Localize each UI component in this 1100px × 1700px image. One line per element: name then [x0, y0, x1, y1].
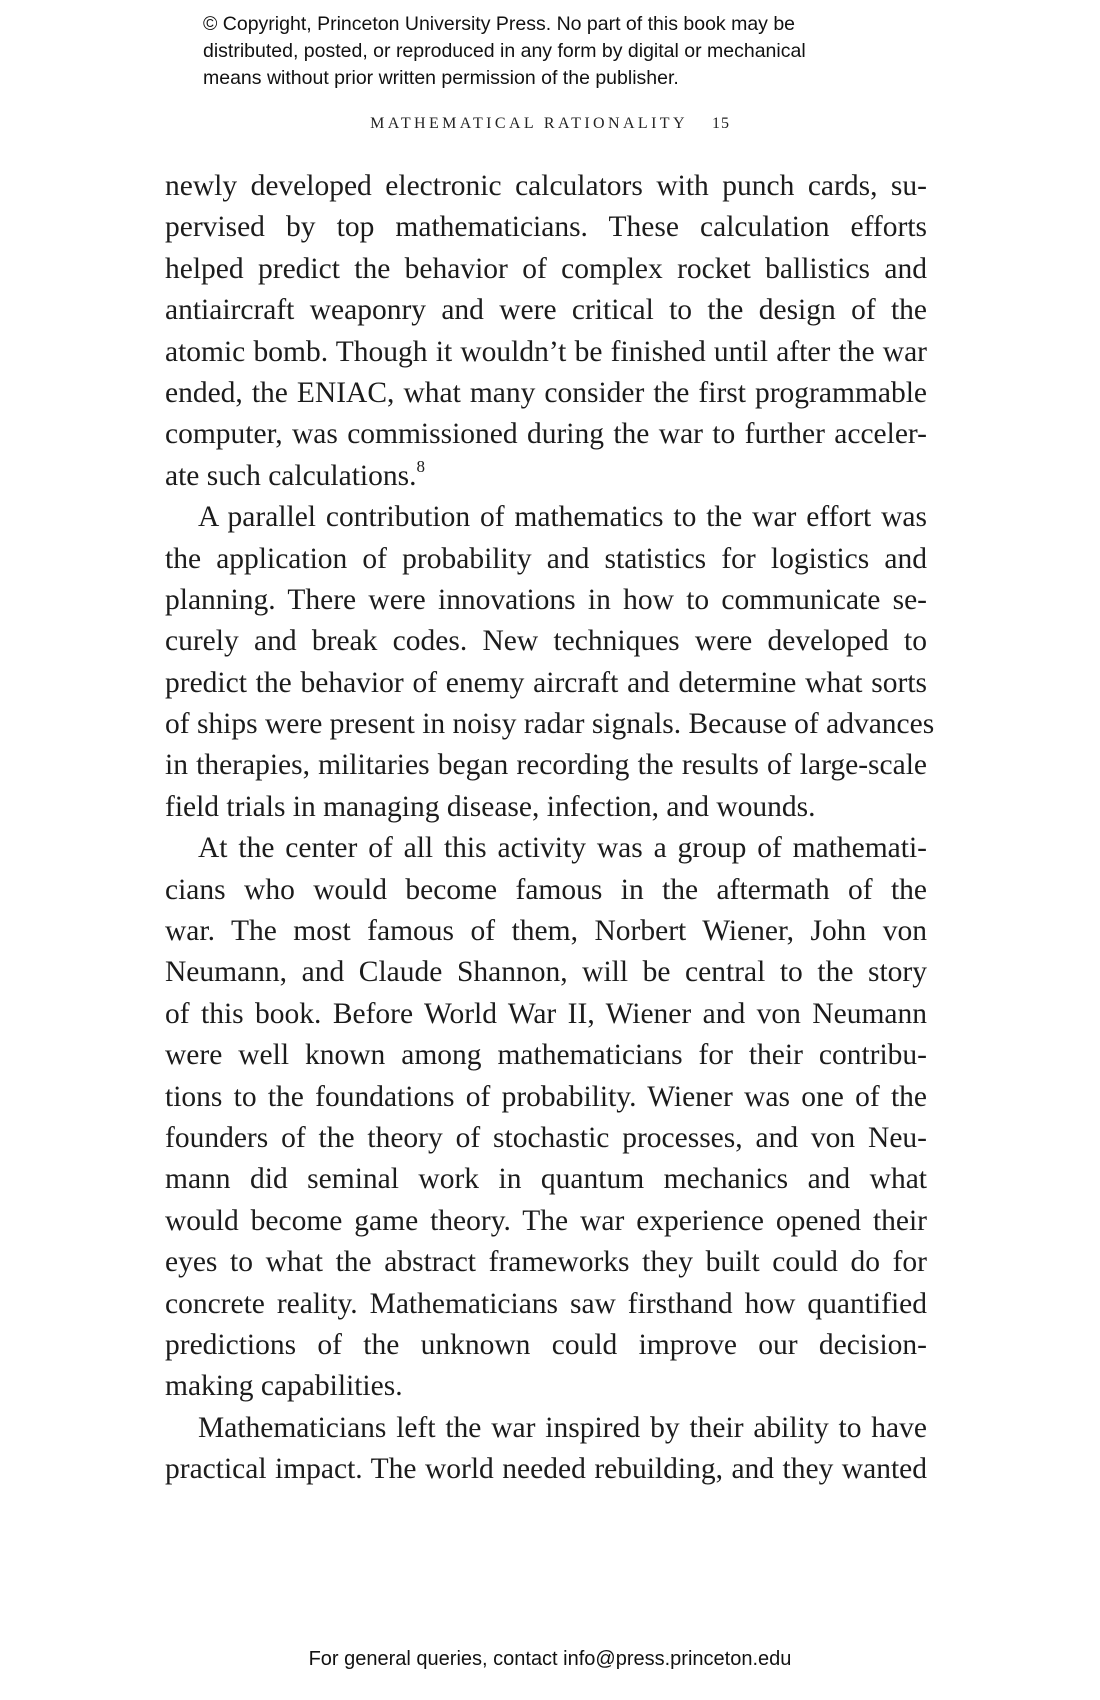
- text-line: mann did seminal work in quantum mechanics and what: [165, 1163, 927, 1196]
- running-head-title: MATHEMATICAL RATIONALITY: [370, 115, 688, 132]
- running-head: [0, 115, 1100, 133]
- text-line: Neumann, and Claude Shannon, will be central to the story: [165, 956, 927, 989]
- footer-contact: For general queries, contact info@press.princeton.edu: [308, 1648, 792, 1670]
- text-line: would become game theory. The war experience opened their: [165, 1204, 927, 1237]
- text-line: war. The most famous of them, Norbert Wiener, John von: [165, 915, 927, 948]
- text-line-content: ate such calculations.: [165, 459, 417, 492]
- text-line: At the center of all this activity was a group of mathemati-: [198, 832, 927, 865]
- text-line: planning. There were innovations in how to communicate se-: [165, 583, 927, 616]
- text-line: helped predict the behavior of complex rocket ballistics and: [165, 252, 927, 285]
- text-line: of ships were present in noisy radar signals. Because of advances: [165, 708, 935, 741]
- text-line: cians who would become famous in the aftermath of the: [165, 873, 927, 906]
- text-line: practical impact. The world needed rebuilding, and they wanted: [165, 1453, 927, 1486]
- text-line: A parallel contribution of mathematics to the war effort was: [198, 501, 927, 534]
- footnote-reference[interactable]: 8: [416, 456, 425, 476]
- copyright-line: means without prior written permission of the publisher.: [203, 67, 679, 89]
- paragraph: [165, 828, 927, 1407]
- paragraph: [165, 1408, 927, 1491]
- text-line: the application of probability and statistics for logistics and: [165, 542, 927, 575]
- paragraph: [165, 497, 935, 828]
- text-line: were well known among mathematicians for their contribu-: [165, 1039, 927, 1072]
- text-line: in therapies, militaries began recording the results of large-scale: [165, 749, 927, 782]
- text-line: making capabilities.: [165, 1370, 403, 1403]
- text-line: predictions of the unknown could improve our decision-: [165, 1328, 927, 1361]
- text-line: founders of the theory of stochastic processes, and von Neu-: [165, 1121, 927, 1154]
- copyright-line: © Copyright, Princeton University Press. No part of this book may be: [203, 13, 796, 35]
- text-line: ended, the ENIAC, what many consider the first programmable: [165, 376, 927, 409]
- text-line: computer, was commissioned during the war to further acceler-: [165, 418, 927, 451]
- text-line: antiaircraft weaponry and were critical to the design of the: [165, 294, 927, 327]
- text-line: predict the behavior of enemy aircraft and determine what sorts: [165, 666, 927, 699]
- text-line: tions to the foundations of probability. Wiener was one of the: [165, 1080, 927, 1113]
- text-line: pervised by top mathematicians. These calculation efforts: [165, 211, 927, 244]
- body-text: [165, 166, 935, 1491]
- text-line: eyes to what the abstract frameworks they built could do for: [165, 1246, 927, 1279]
- copyright-notice: [203, 11, 923, 92]
- text-line: concrete reality. Mathematicians saw firsthand how quantified: [165, 1287, 927, 1320]
- text-line: of this book. Before World War II, Wiener and von Neumann: [165, 997, 927, 1030]
- copyright-line: distributed, posted, or reproduced in any form by digital or mechanical: [203, 40, 806, 62]
- text-line: curely and break codes. New techniques were developed to: [165, 625, 927, 658]
- text-line: newly developed electronic calculators with punch cards, su-: [165, 170, 927, 202]
- text-line: Mathematicians left the war inspired by their ability to have: [198, 1411, 927, 1444]
- text-line: field trials in managing disease, infection, and wounds.: [165, 790, 816, 823]
- paragraph: [165, 166, 927, 497]
- text-line: [165, 456, 927, 497]
- page-number: 15: [711, 115, 730, 132]
- text-line: atomic bomb. Though it wouldn’t be finished until after the war: [165, 335, 927, 368]
